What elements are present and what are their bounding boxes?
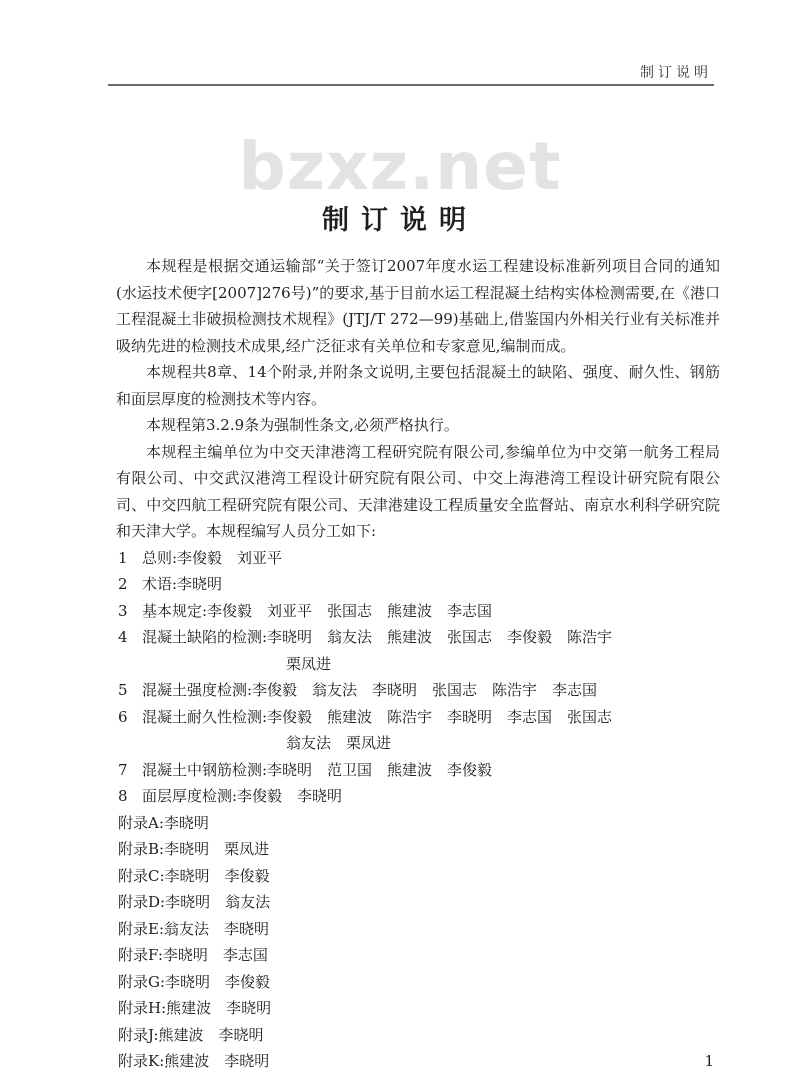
chapter-text-continued: 栗凤进 <box>286 654 332 673</box>
chapter-text: 混凝土中钢筋检测:李晓明 范卫国 熊建波 李俊毅 <box>142 760 493 779</box>
chapter-number: 1 <box>118 548 128 567</box>
page-number: 1 <box>704 1052 714 1070</box>
chapter-number: 6 <box>118 707 128 726</box>
appendix-item: 附录J:熊建波 李晓明 <box>118 1025 264 1044</box>
appendix-item: 附录H:熊建波 李晓明 <box>118 999 272 1017</box>
chapter-division-list <box>116 545 720 810</box>
running-header: 制订说明 <box>640 65 712 81</box>
chapter-number: 4 <box>118 628 128 646</box>
appendix-item: 附录D:李晓明 翁友法 <box>118 893 271 911</box>
appendix-item: 附录A:李晓明 <box>118 813 209 832</box>
chapter-number: 3 <box>118 601 128 620</box>
page-title: 制订说明 <box>322 205 478 236</box>
chapter-text-continued: 翁友法 栗凤进 <box>286 734 392 752</box>
appendix-item: 附录K:熊建波 李晓明 <box>118 1052 270 1070</box>
chapter-number: 2 <box>118 575 128 593</box>
chapter-text: 混凝土强度检测:李俊毅 翁友法 李晓明 张国志 陈浩宇 李志国 <box>142 681 598 699</box>
chapter-number: 5 <box>118 681 128 699</box>
appendix-item: 附录B:李晓明 栗凤进 <box>118 840 270 858</box>
chapter-text: 总则:李俊毅 刘亚平 <box>142 548 283 567</box>
chapter-number: 8 <box>118 787 128 805</box>
appendix-item: 附录C:李晓明 李俊毅 <box>118 866 270 885</box>
chapter-text: 术语:李晓明 <box>142 575 223 593</box>
chapter-item <box>116 783 720 810</box>
chapter-text: 基本规定:李俊毅 刘亚平 张国志 熊建波 李志国 <box>142 601 493 620</box>
chapter-item <box>116 704 720 757</box>
chapter-item <box>116 545 720 572</box>
chapter-text: 混凝土耐久性检测:李俊毅 熊建波 陈浩宇 李晓明 李志国 张国志 <box>142 707 613 726</box>
paragraph-mandatory: 本规程第3.2.9条为强制性条文,必须严格执行。 <box>146 416 459 434</box>
paragraph-scope: 本规程共8章、14个附录,并附条文说明,主要包括混凝土的缺陷、强度、耐久性、钢筋和面层厚度的检测技术等内容。 <box>116 363 720 408</box>
chapter-item <box>116 624 720 677</box>
document-body <box>116 253 720 1075</box>
paragraph-organizations: 本规程主编单位为中交天津港湾工程研究院有限公司,参编单位为中交第一航务工程局有限公司、中交武汉港湾工程设计研究院有限公司、中交上海港湾工程设计研究院有限公司、中交四航工程研究院有限公司、天津港建设工程质量安全监督站、南京水利科学研究院和天津大学。本规程编写人员分工如下: <box>116 442 720 540</box>
watermark: bzxz.net <box>238 128 562 205</box>
header-rule <box>108 84 714 86</box>
chapter-text: 混凝土缺陷的检测:李晓明 翁友法 熊建波 张国志 李俊毅 陈浩宇 <box>142 628 613 646</box>
appendix-item: 附录G:李晓明 李俊毅 <box>118 972 271 991</box>
appendix-item: 附录F:李晓明 李志国 <box>118 946 268 964</box>
paragraph-basis: 本规程是根据交通运输部“关于签订2007年度水运工程建设标准新列项目合同的通知(水运技术便字[2007]276号)”的要求,基于目前水运工程混凝土结构实体检测需要,在《港口工程混凝土非破损检测技术规程》(JTJ/T 272—99)基础上,借鉴国内外相关行业有关标准并吸纳先进的检测技术成果,经广泛征求有关单位和专家意见,编制而成。 <box>116 257 720 355</box>
chapter-item <box>116 598 720 625</box>
chapter-item <box>116 757 720 784</box>
chapter-item <box>116 677 720 704</box>
appendix-division-list <box>116 810 720 1075</box>
chapter-text: 面层厚度检测:李俊毅 李晓明 <box>142 787 343 805</box>
chapter-number: 7 <box>118 760 128 779</box>
chapter-item <box>116 571 720 598</box>
appendix-item: 附录E:翁友法 李晓明 <box>118 919 270 938</box>
